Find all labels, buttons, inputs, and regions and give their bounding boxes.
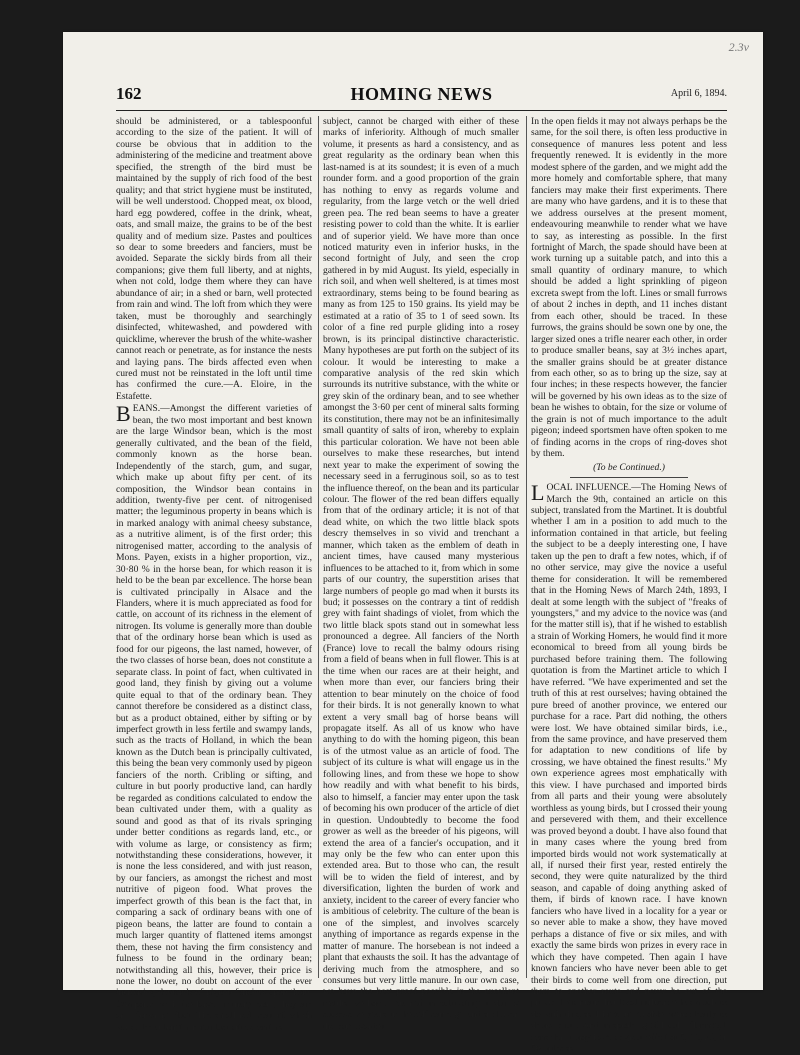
- article-columns: [116, 116, 727, 1055]
- local-influence-article: [531, 482, 727, 1055]
- column-1: [116, 116, 312, 1033]
- newspaper-page: [63, 32, 763, 1055]
- paragraph: In the open fields it may not always perhaps be the same, for the soil there, is often less productive in consequence of manures less potent and less frequently renewed. It is evidently in the more modest sphere of the garden, and we might add the more homely and comfortable sphere, that many fanciers may make their first experiments. There are many who have gardens, and it is to these that we address ourselves at the present moment, endeavouring meanwhile to render what we have to say, as interesting as possible. In the first fortnight of March, the spade should have been at work turning up a suitable patch, and into this a small quantity of ordinary manure, to which should be added a light sprinkling of pigeon excreta swept from the loft. Lines or small furrows of about 2 inches in depth, and 11 inches distant from each other, should be traced. In these furrows, the grains should be sown one by one, the larger sized ones a trifle nearer each other, in order to produce smaller beans, say at 3½ inches apart, the smaller grains should be at greater distance from each other, so as to bring up the size, say at four inches; in these respects however, the fancier will be governed by his own ideas as to the size of bean he wishes to obtain, for the size or volume of the grain is not of much importance to the adult pigeon; indeed sportsmen have often spoken to me of finding acorns in the crops of ring-doves shot by them.: [531, 116, 727, 460]
- issue-date: April 6, 1894.: [670, 88, 727, 99]
- section-heading: EANS.: [132, 403, 161, 415]
- section-heading: OCAL INFLUENCE.: [546, 482, 632, 494]
- column-2: [323, 116, 519, 1032]
- column-3: [531, 116, 727, 1055]
- beans-article: [116, 403, 312, 1033]
- paragraph: —The Homing News of March the 9th, contained an article on this subject, translated from the Martinet. It is doubtful whether I am in a position to add much to the information contained in that article, but feeling the subject to be a deeply interesting one, I have taken up the pen to draft a few notes, which, if of no other service, may give the novice a useful theme for consideration. It will be remembered that in the Homing News of March 24th, 1893, I dealt at some length with the subject of "freaks of youngsters," and my advice to the novice was (and for the matter still is), that if he wished to establish a strain of Working Homers, he would find it more economical to breed from all young birds be purchased before training them. The following quotation is from the Martinet article to which I have referred. "We have experimented and set the truth of this at rest ourselves; having obtained the pure breed of another province, we entered our purchase for a race. Part did nothing, the others were lost. We have obtained similar birds, i.e., from the same province, and have preserved them for adaptation to new conditions of life by crossing, we have obtained the finest results." My own experience agrees most emphatically with this view. I have purchased and imported birds from all parts and their young were absolutely worthless as young birds, but I crossed their young and persevered with them, and their excellence was proved beyond a doubt. I have also found that in many cases where the young bred from imported birds would not work systematically at all, if nursed their first year, rested entirely the second, they were quite naturalized by the third season, and capable of doing anything asked of them, if birds of known race. I have known fanciers who have lived in a locality for a year or so never able to make a show, they have moved perhaps a distance of five or six miles, and with exactly the same birds won prizes in every race in which they have competed. Then again I have known fanciers who have never been able to get their birds to come well from one direction, put them to another route and never be out of the prizes. I maintain that local influence has much to do with this, as I hope to be able more clearly to demonstrate. And in speaking of local influence, I consider it may have as great effect at 5, 10, 20, or 50 miles as: [531, 482, 727, 1055]
- column-divider: [318, 116, 319, 978]
- page-title: HOMING NEWS: [350, 84, 493, 104]
- drop-cap: L: [531, 480, 545, 506]
- paragraph: —Amongst the different varieties of bean, the two most important and best known are the large Windsor bean, which is the most generally cultivated, and the bean of the field, commonly known as the horse bean. Independently of the starch, gum, and sugar, which make up about fifty per cent. of its composition, the Windsor bean contains in addition, twenty-five per cent. of nitrogenised matter; the leguminous property in beans which is in marked analogy with animal cheesy substance, as a nutritive aliment, is of the first order; this nitrogenised matter, according to the analysis of Mons. Payen, exists in a higher proportion, viz., 30·80 % in the horse bean, for which reason it is held to be the bean par excellence. The horse bean is cultivated principally in Alsace and the Flanders, where it is much appreciated as food for cattle, on account of its richness in the element of nitrogen. Its volume is generally more than double that of the ordinary horse bean which is used as food for our pigeons, the last named, however, of the two classes of horse bean, does not constitute a separate class. In point of fact, when cultivated in good land, they finish by giving out a volume quite equal to that of the ordinary bean. They cannot therefore be considered as a distinct class, but as a product obtained, either by sifting or by imperfect growth in less fertile and swampy lands, such as the tracts of Holland, in which the bean known as the Dutch bean is principally cultivated, this being the bean very commonly used by pigeon fanciers of the north. Cribling or sifting, and culture in but poorly productive land, can hardly be regarded as conditions calculated to endow the bean cultivated under them, with a quality as sound and good as that of its rivals springing under better conditions as regards land, etc., or with volume as large, or consistency as firm; notwithstanding these considerations, however, it is none the less considered, and with just reason, by our fanciers, as amongst the richest and most nutritive of pigeon food. What proves the imperfect growth of this bean is the fact that, in comparing a sack of ordinary beans with one of pigeon beans, the latter are found to contain a much larger quantity of flattened items amongst them, these not having the firm consistency and fulness to be found in the ordinary bean; notwithstanding all this, however, their price is none the lower, no doubt on account of the ever increasing demands of pigeon fanciers upon them. Compared with the large ordinary bean, they are an inferior product. The small red bean of which we spoke at length in our last article on this: [116, 403, 312, 1033]
- continued-note: (To be Continued.): [593, 461, 665, 473]
- page-number: 162: [116, 84, 142, 103]
- paragraph: should be administered, or a tablespoonful according to the size of the patient. It will of course be obvious that in addition to the administering of the medicine and treatment above specified, the strength of the bird must be maintained by the supply of rich food of the best quality; and that strict hygiene must be instituted, will be well understood. Chopped meat, ox blood, hard egg powdered, coffee in the drink, wheat, oats, and small maize, the grains to be of the best quality and of medium size. Pastes and poultices so dear to some breeders and fanciers, must be avoided. Separate the sickly birds from all their companions; give them full liberty, and at nights, when not cold, lodge them where they can have abundance of air; in a shed or barn, well protected from rain and wind. The loft from which they were taken, must be thoroughly and searchingly disinfected, whitewashed, and powdered with quicklime, wherever the brush of the white-washer cannot reach or penetrate, as for instance the nests and laying pans. The birds affected even when cured must not be reinstated in the loft until time has confirmed the cure.—A. Eloire, in the Estafette.: [116, 116, 312, 402]
- column-divider: [526, 116, 527, 978]
- margin-note: 2.3v: [728, 40, 749, 54]
- drop-cap: B: [116, 401, 131, 427]
- section-divider: [570, 477, 688, 478]
- page-header: [116, 84, 727, 111]
- paragraph: subject, cannot be charged with either of these marks of inferiority. Although of much smaller volume, it presents as hard a consistency, and as great regularity as the ordinary bean when this last-named is at its soundest; it is even of a much rounder form. and a good proportion of the grain has nothing to envy as regards volume and regularity, from the large vetch or the well dried green pea. The red bean seems to have a greater resisting power to cold than the white. It is earlier and of superior yield. We have more than once noticed maturity even in inferior husks, in the second fortnight of July, and seen the crop gathered in by mid August. Its yield, especially in rich soil, and when well sheltered, is at times most extraordinary, stems being to be found bearing as many as from 125 to 150 grains. Its yield may be estimated at a ratio of 35 to 1 of seed sown. Its color of a fine red purple gliding into a rosey brown, is its principal distinctive characteristic. Many hypotheses are put forth on the subject of its colour. It would be interesting to make a comparative analysis of the red skin which surrounds its nutritive substance, with the white or grey skin of the ordinary bean, and to see whether amongst the 3·60 per cent of mineral salts forming its constitution, there may not be an infinitesimally small quantity of salts of iron, whereby to explain this particular coloration. We have not been able ourselves to make these researches, but intend next year to make the experiment of sowing the necessary seed in a ferruginous soil, so as to test the influence thereof, on the bean and its particular colour. The flower of the red bean differs equally from that of the ordinary article; it is not of that dead white, on which the two little black spots descry themselves in so vivid and trenchant a manner, which taken as the emblem of death in ancient times, have caused many mysterious influences to be attached to it, from which in some parts of our country, the superstition arises that large numbers of people go mad when it bursts its bud; it possesses on the contrary a tint of reddish grey with faint shadings of violet, from which the two little black spots stand out in somewhat less pronounced a degree. All fanciers of the North (France) love to recall the balmy odours rising from a field of beans when in full flower. This is at the time when our races are at their height, and when more than ever, our fanciers bring their attention to bear minutely on the choice of food for their birds. It is not generally known to what extent a very small bag of horse beans will propagate itself. As all of us know who have anything to do with the homing pigeon, this bean is of the utmost value as an article of food. The subject of its culture is what will engage us in the following lines, and from these we hope to show how readily and with what benefit to his birds, also to himself, a fancier may enter upon the task of becoming his own producer of the article of diet in question. Undoubtedly to become the food grower as well as the breeder of his pigeons, will extend the area of a fancier's occupation, and it may only be the few who can enter upon this extended area. But to those who can, the result will be to widen the field of interest, and by diversification, lighten the burden of work and anxiety, incident to the career of every fancier who is ambitious of celebrity. The culture of the bean is one of the simplest, and involves scarcely anything of importance as regards expense in the matter of manure. The horsebean is not indeed a plant that exhausts the soil. It has the advantage of deriving much from the atmosphere, and so consumes but very little manure. In our own case, we have the best proof possible in the excellent results we have obtained in cultivating it during successive years in the self-same ground and even the same garden.: [323, 116, 519, 1032]
